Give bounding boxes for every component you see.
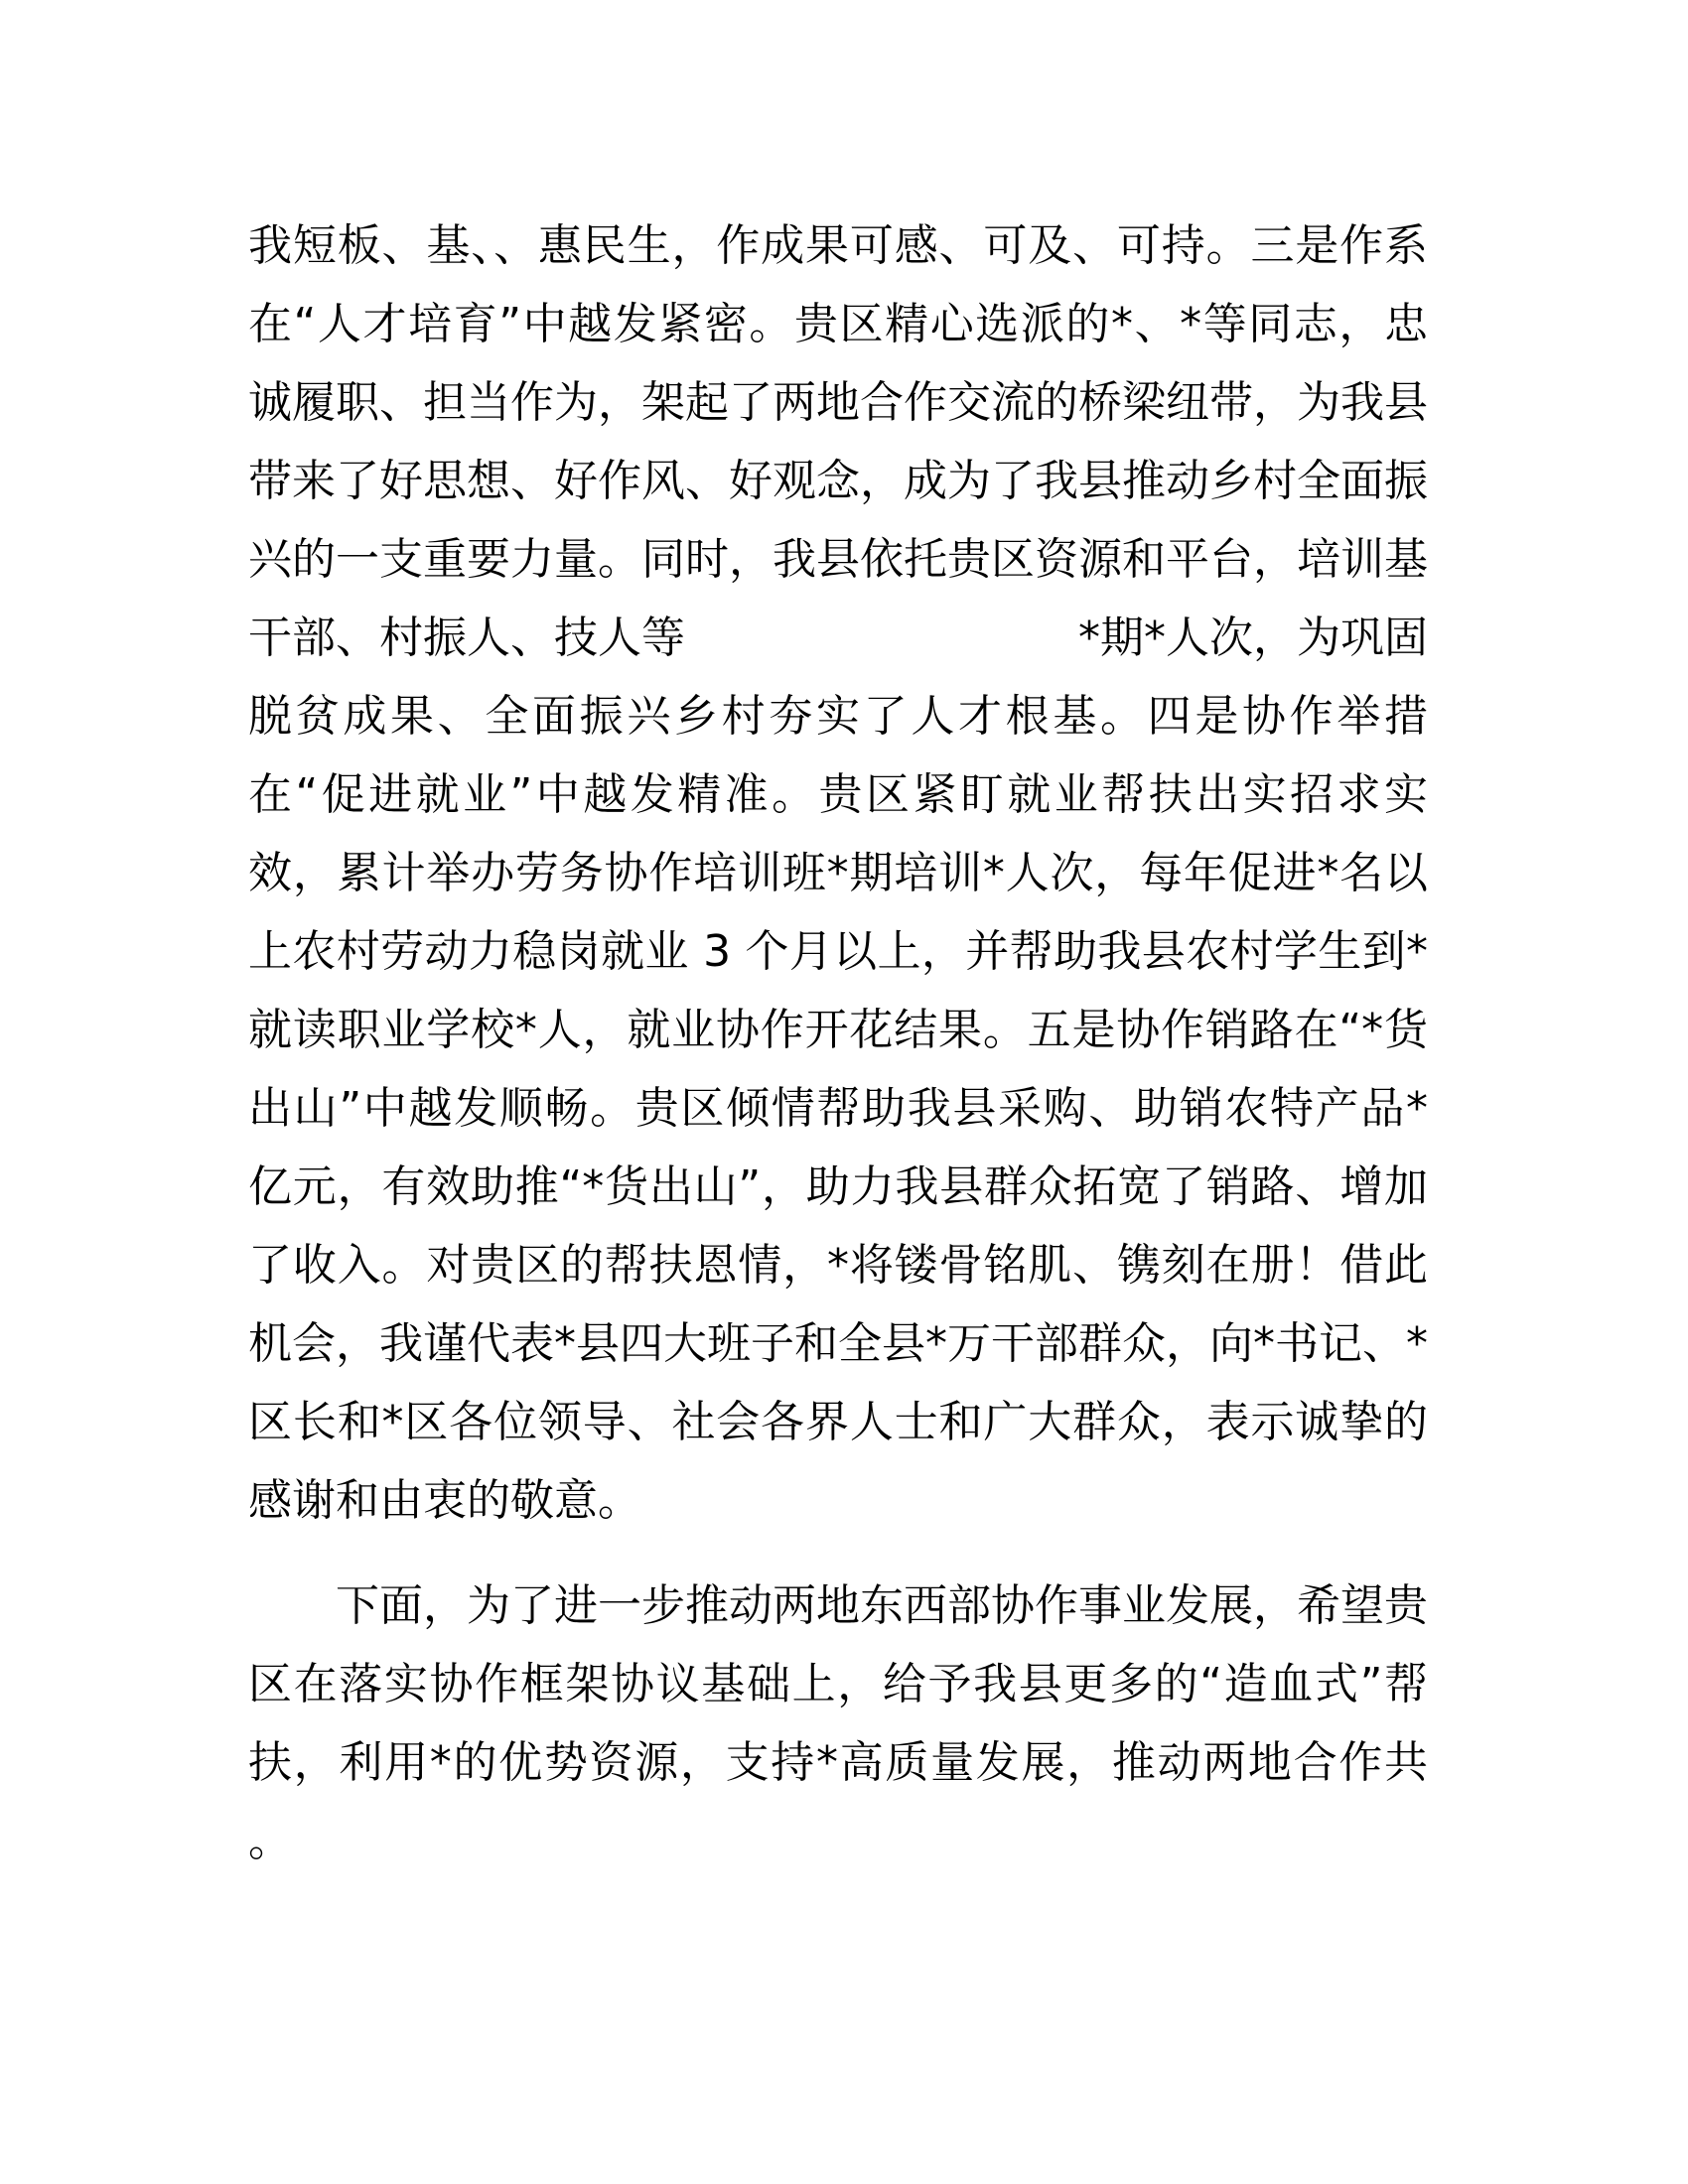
- text-line-start: 干部、村振人、技人等: [248, 613, 685, 663]
- text-line: 兴的一支重要力量。同时，我县依托贵区资源和平台，培训基: [248, 534, 1428, 585]
- text-line: 在“促进就业”中越发精准。贵区紧盯就业帮扶出实招求实: [248, 769, 1428, 820]
- text-line: 出山”中越发顺畅。贵区倾情帮助我县采购、助销农特产品*: [248, 1083, 1428, 1134]
- paragraph-1: [248, 206, 1428, 1540]
- text-line: 区在落实协作框架协议基础上，给予我县更多的“造血式”帮: [248, 1659, 1428, 1709]
- text-line: 就读职业学校*人，就业协作开花结果。五是协作销路在“*货: [248, 1005, 1428, 1055]
- text-line: 诚履职、担当作为，架起了两地合作交流的桥梁纽带，为我县: [248, 377, 1428, 428]
- text-line: 区长和*区各位领导、社会各界人士和广大群众，表示诚挚的: [248, 1397, 1428, 1447]
- text-line: 下面，为了进一步推动两地东西部协作事业发展，希望贵: [336, 1580, 1428, 1631]
- text-line: 上农村劳动力稳岗就业 3 个月以上，并帮助我县农村学生到*: [248, 926, 1428, 977]
- text-line: 效，累计举办劳务协作培训班*期培训*人次，每年促进*名以: [248, 848, 1428, 898]
- text-line: 带来了好思想、好作风、好观念，成为了我县推动乡村全面振: [248, 456, 1428, 506]
- text-line: [248, 599, 1428, 677]
- paragraph-2: [248, 1567, 1428, 1880]
- text-line: 了收入。对贵区的帮扶恩情，*将镂骨铭肌、镌刻在册！借此: [248, 1240, 1428, 1291]
- text-line: 我短板、基、、惠民生，作成果可感、可及、可持。三是作系: [248, 220, 1428, 271]
- document-page: [248, 206, 1428, 1880]
- text-line: 感谢和由衷的敬意。: [248, 1475, 641, 1526]
- text-line: 机会，我谨代表*县四大班子和全县*万干部群众，向*书记、*: [248, 1318, 1428, 1369]
- text-line: 亿元，有效助推“*货出山”，助力我县群众拓宽了销路、增加: [248, 1161, 1428, 1212]
- paragraph-gap: [248, 1540, 1428, 1567]
- text-line: 在“人才培育”中越发紧密。贵区精心选派的*、*等同志，忠: [248, 299, 1428, 349]
- text-line-end: *期*人次，为巩固: [1078, 613, 1428, 663]
- text-line: 。: [248, 1816, 292, 1866]
- text-line: 扶，利用*的优势资源，支持*高质量发展，推动两地合作共: [248, 1737, 1428, 1788]
- text-line: 脱贫成果、全面振兴乡村夯实了人才根基。四是协作举措: [248, 691, 1428, 742]
